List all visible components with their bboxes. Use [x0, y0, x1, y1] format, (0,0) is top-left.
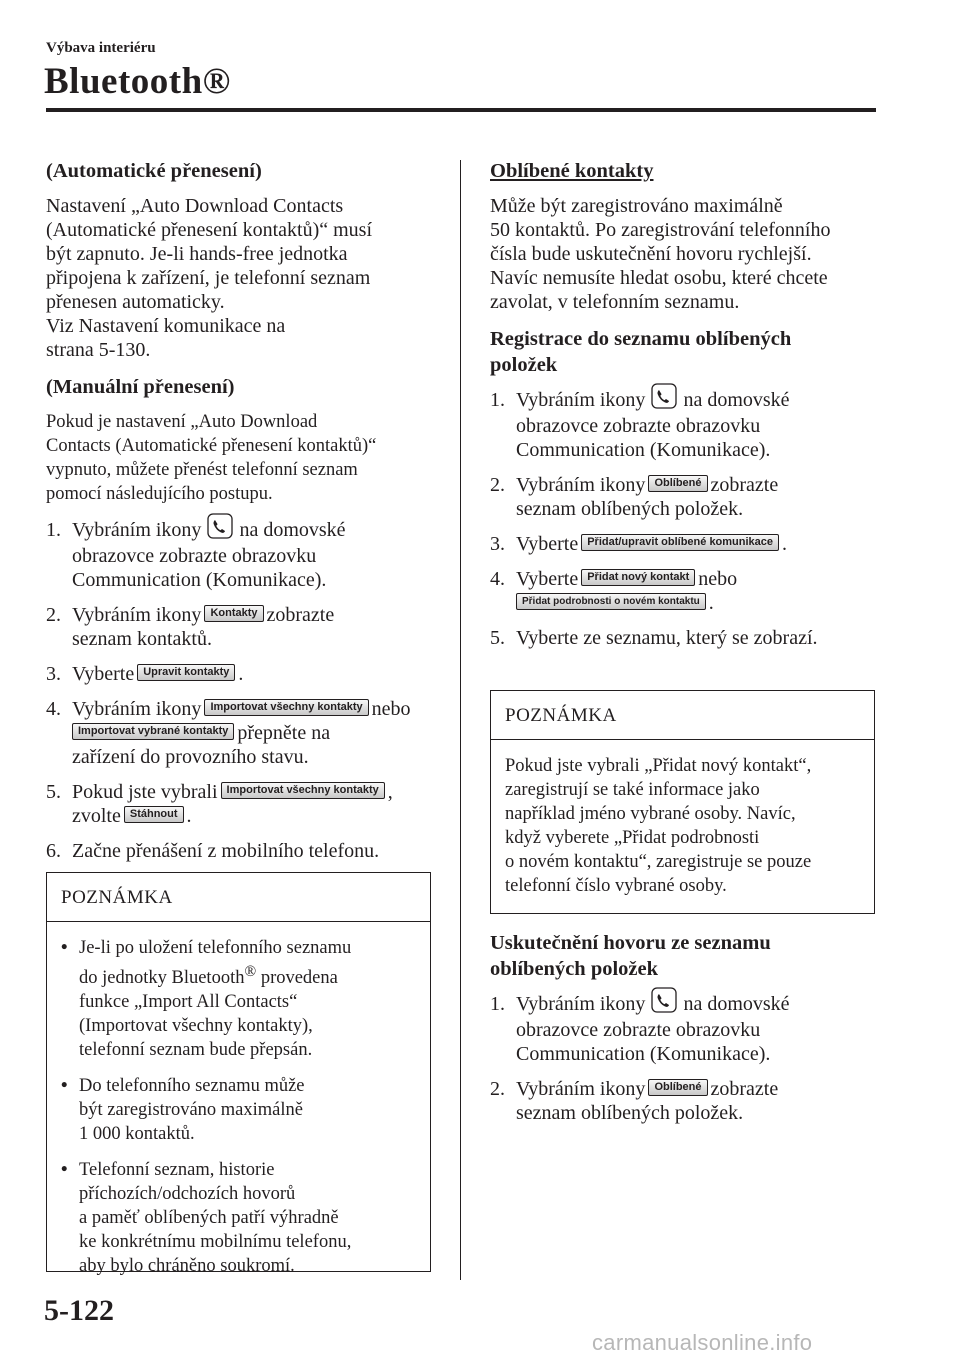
manual-transfer-text: Pokud je nastavení „Auto Download Contacts (Automatické přenesení kontaktů)“ vypnuto, můžete přenést telefonní seznam pomocí následujícího postupu. [46, 412, 377, 504]
title-rule [46, 108, 876, 112]
favorites-heading: Oblíbené kontakty [490, 160, 654, 182]
step-3: 3. Vyberte Přidat/upravit oblíbené komunikace . [490, 533, 788, 556]
watermark: carmanualsonline.info [592, 1330, 813, 1355]
manual-transfer-heading: (Manuální přenesení) [46, 376, 235, 398]
step-1: 1. Vybráním ikony na domovské obrazovce zobrazte obrazovku Communication (Komunikace). [490, 992, 880, 1066]
page-title: Bluetooth® [44, 61, 231, 102]
auto-transfer-heading: (Automatické přenesení) [46, 160, 262, 182]
note-body: Pokud jste vybrali „Přidat nový kontakt“, zaregistrují se také informace jako například jméno vybrané osoby. Navíc, když vyberete „Přidat podrobnosti o novém kontaktu“, zaregistruje se pouze telefonní číslo vybrané osoby. [505, 756, 812, 896]
favorites-button[interactable]: Oblíbené [648, 1079, 707, 1096]
note-title: POZNÁMKA [491, 691, 874, 740]
edit-contacts-button[interactable]: Upravit kontakty [137, 664, 235, 681]
contacts-button[interactable]: Kontakty [204, 605, 263, 622]
manual-transfer-steps [46, 518, 436, 863]
phone-handset-icon [207, 513, 233, 539]
register-favorites-heading: Registrace do seznamu oblíbených položek [490, 328, 792, 376]
step-1: 1. Vybráním ikony na domovské obrazovce zobrazte obrazovku Communication (Komunikace). [46, 518, 436, 592]
step-2: 2. Vybráním ikony Oblíbené zobrazte seznam oblíbených položek. [490, 1078, 779, 1125]
add-new-contact-button[interactable]: Přidat nový kontakt [581, 569, 695, 586]
section-label: Výbava interiéru [46, 40, 156, 56]
step-6: 6. Začne přenášení z mobilního telefonu. [46, 840, 380, 863]
note-item: • Do telefonního seznamu může být zaregistrováno maximálně 1 000 kontaktů. [61, 1076, 305, 1145]
import-all-contacts-button[interactable]: Importovat všechny kontakty [221, 782, 385, 799]
favorites-text: Může být zaregistrováno maximálně 50 kontaktů. Po zaregistrování telefonního čísla bude uskutečnění hovoru rychlejší. Navíc nemusíte hledat osobu, které chcete zavolat, v telefonním seznamu. [490, 195, 831, 313]
register-favorites-steps [490, 388, 880, 650]
add-contact-details-button[interactable]: Přidat podrobnosti o novém kontaktu [516, 593, 706, 610]
step-5: 5. Vyberte ze seznamu, který se zobrazí. [490, 627, 818, 650]
page-number: 5-122 [44, 1294, 114, 1327]
column-divider [460, 160, 461, 1280]
call-favorites-steps [490, 992, 880, 1125]
import-selected-contacts-button[interactable]: Importovat vybrané kontakty [72, 723, 234, 740]
phone-handset-icon [651, 987, 677, 1013]
left-column [46, 158, 436, 874]
step-2: 2. Vybráním ikony Oblíbené zobrazte seznam oblíbených položek. [490, 474, 779, 521]
note-item: • Je-li po uložení telefonního seznamu do jednotky Bluetooth® provedena funkce „Import All Contacts“ (Importovat všechny kontakty), telefonní seznam bude přepsán. [61, 938, 352, 1061]
import-all-contacts-button[interactable]: Importovat všechny kontakty [204, 699, 368, 716]
download-button[interactable]: Stáhnout [124, 806, 184, 823]
step-3: 3. Vyberte Upravit kontakty . [46, 663, 244, 686]
call-favorites-heading: Uskutečnění hovoru ze seznamu oblíbených položek [490, 932, 771, 980]
favorites-button[interactable]: Oblíbené [648, 475, 707, 492]
step-2: 2. Vybráním ikony Kontakty zobrazte seznam kontaktů. [46, 604, 335, 651]
call-favorites-section [490, 930, 880, 1136]
step-5: 5. Pokud jste vybrali Importovat všechny kontakty , zvolte Stáhnout . [46, 781, 393, 828]
phone-handset-icon [651, 383, 677, 409]
step-1: 1. Vybráním ikony na domovské obrazovce zobrazte obrazovku Communication (Komunikace). [490, 388, 880, 462]
note-body [47, 922, 430, 1300]
note-item: • Telefonní seznam, historie příchozích/odchozích hovorů a paměť oblíbených patří výhradně ke konkrétnímu mobilnímu telefonu, aby bylo chráněno soukromí. [61, 1160, 352, 1277]
auto-transfer-text: Nastavení „Auto Download Contacts (Automatické přenesení kontaktů)“ musí být zapnuto. Je-li hands-free jednotka připojena k zařízení, je telefonní seznam přenesen automaticky. Viz Nastavení komunikace na strana 5-130. [46, 195, 373, 361]
step-4: 4. Vybráním ikony Importovat všechny kontakty nebo Importovat vybrané kontakty přepněte na zařízení do provozního stavu. [46, 698, 411, 769]
right-column [490, 158, 880, 661]
note-box-right [490, 690, 875, 914]
note-title: POZNÁMKA [47, 873, 430, 922]
step-4: 4. Vyberte Přidat nový kontakt nebo Přidat podrobnosti o novém kontaktu . [490, 568, 738, 615]
note-box-left [46, 872, 431, 1277]
add-edit-favorites-button[interactable]: Přidat/upravit oblíbené komunikace [581, 534, 779, 551]
